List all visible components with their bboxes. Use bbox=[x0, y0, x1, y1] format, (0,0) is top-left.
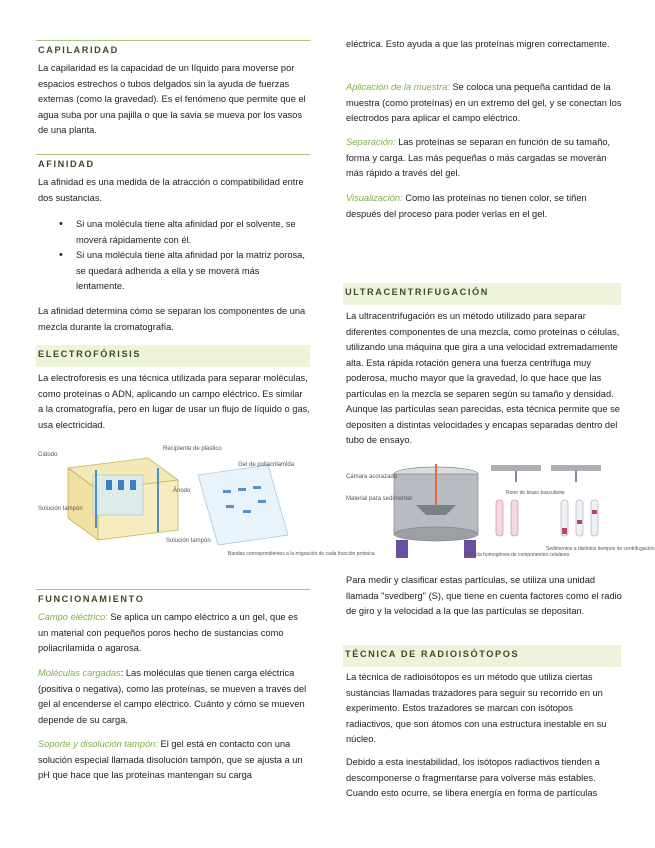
item-label: Soporte y disolución tampón: bbox=[38, 739, 158, 749]
figure-label: Cámara acorazada bbox=[346, 474, 398, 480]
figure-label: Mezcla homogénea de componentes celulares bbox=[466, 552, 570, 558]
section-heading-ultracentrifugacion: ULTRACENTRIFUGACIÓN bbox=[343, 283, 621, 305]
figure-label: Solución tampón bbox=[166, 538, 211, 544]
afinidad-intro: La afinidad es una medida de la atracción o compatibilidad entre dos sustancias. bbox=[38, 177, 304, 203]
item-label: Aplicación de la muestra: bbox=[346, 82, 450, 92]
capilaridad-text: La capilaridad es la capacidad de un líquido para moverse por espacios estrechos o tubos delgados sin la ayuda de fuerzas externas (como la gravedad). Es el fenómeno que permite que el agua suba por una pajilla o que la savia se mueva por los vasos de una planta. bbox=[38, 63, 306, 135]
item-label: Campo eléctrico: bbox=[38, 612, 108, 622]
figure-label: Bandas correspondientes a la migración de cada fracción proteica bbox=[228, 551, 375, 557]
item-text: Como las proteínas no tienen color, se tiñen después del proceso para poder verlas en el gel. bbox=[346, 193, 587, 219]
figure-label: Material para sedimentar bbox=[346, 496, 413, 502]
funcionamiento-item bbox=[38, 737, 310, 784]
list-item: • Si una molécula tiene alta afinidad por el solvente, se moverá rápidamente con él. bbox=[38, 217, 310, 248]
funcionamiento-item bbox=[38, 610, 310, 657]
figure-label: Recipiente de plástico bbox=[163, 446, 222, 452]
item-label: Visualización: bbox=[346, 193, 403, 203]
figure-label: Cátodo bbox=[38, 452, 58, 458]
item-label: Separación: bbox=[346, 137, 396, 147]
electroforesis-text: La electroforesis es una técnica utilizada para separar moléculas, como proteínas o ADN, aplicando un campo eléctrico. Es similar a la cromatografía, pero en lugar de usar un flujo de líquido o gas, usa electricidad. bbox=[38, 373, 310, 430]
item-text: El gel está en contacto con una solución especial llamada disolución tampón, que se ajusta a un pH que hace que las proteínas mantengan su carga bbox=[38, 739, 303, 780]
section-heading-afinidad: AFINIDAD bbox=[36, 154, 310, 173]
afinidad-outro: La afinidad determina cómo se separan los componentes de una mezcla durante la cromatografía. bbox=[38, 306, 306, 332]
figure-label: Solución tampón bbox=[38, 506, 83, 512]
item-text: : Las moléculas que tienen carga eléctrica (positiva o negativa), como las proteínas, se mueven a través del gel al encenderse el campo eléctrico. Cuánto y cómo se mueven depende de su carga. bbox=[38, 668, 307, 725]
funcionamiento-item bbox=[346, 135, 622, 182]
section-heading-funcionamiento: FUNCIONAMIENTO bbox=[36, 589, 310, 608]
figure-label: Ánodo bbox=[173, 488, 191, 494]
funcionamiento-item bbox=[346, 191, 622, 222]
radioisotopos-text-1: La técnica de radioisótopos es un método que utiliza ciertas sustancias llamadas trazadores para seguir su recorrido en un experimento. Estos trazadores se marcan con isótopos radiactivos, que son átomos con una estructura inestable en su núcleo. bbox=[346, 672, 607, 744]
item-label: Moléculas cargadas bbox=[38, 668, 121, 678]
figure-label: Sedimentos a distintos tiempos de centrifugación bbox=[546, 546, 655, 552]
continuation-text: eléctrica. Esto ayuda a que las proteínas migren correctamente. bbox=[346, 39, 610, 49]
centrifuge-illustration bbox=[346, 460, 655, 564]
figure-label: Gel de poliacrilamida bbox=[238, 462, 295, 468]
item-text: Se aplica un campo eléctrico a un gel, que es un material con pequeños poros hecho de sustancias como poliacrilamida o agarosa. bbox=[38, 612, 298, 653]
section-heading-radioisotopos: TÉCNICA DE RADIOISÓTOPOS bbox=[343, 645, 621, 667]
list-item: • Si una molécula tiene alta afinidad por la matriz porosa, se quedará adherida a ella y se moverá más lentamente. bbox=[38, 248, 310, 295]
ultracentrifugacion-text: La ultracentrifugación es un método utilizado para separar diferentes componentes de una mezcla, como proteínas o células, utilizando una máquina que gira a una velocidad extremadamente alta. Esta rápida rotación genera una fuerza centrífuga muy poderosa, mucho mayor que la gravedad, lo que hace que las partículas en la mezcla se separen según su tamaño y densidad. Aunque las partículas sean parecidas, esta técnica permite que se depositen a distintas velocidades y encapas separadas dentro del tubo de ensayo. bbox=[346, 311, 620, 445]
section-heading-electroforesis: ELECTROFÓRISIS bbox=[36, 345, 310, 367]
svedberg-text: Para medir y clasificar estas partículas, se utiliza una unidad llamada "svedberg" (S), que tiene en cuenta factores como el radio de giro y la velocidad a la que las partículas se depositan. bbox=[346, 575, 622, 616]
funcionamiento-item bbox=[38, 666, 310, 728]
radioisotopos-text-2: Debido a esta inestabilidad, los isótopos radiactivos tienden a descomponerse o fragmentarse para volverse más estables. Cuando esto ocurre, se libera energía en forma de partículas bbox=[346, 757, 600, 798]
afinidad-bullet-list bbox=[38, 217, 310, 295]
item-text: Las proteínas se separan en función de su tamaño, forma y carga. Las más pequeñas o más cargadas se moverán más rápido a través del gel. bbox=[346, 137, 611, 178]
figure-label: Rotor de brazo basculante bbox=[506, 490, 565, 496]
funcionamiento-item bbox=[346, 80, 622, 127]
item-text: Se coloca una pequeña cantidad de la muestra (como proteínas) en un extremo del gel, y se conectan los electrodos para aplicar el campo eléctrico. bbox=[346, 82, 622, 123]
section-heading-capilaridad: CAPILARIDAD bbox=[36, 40, 310, 59]
